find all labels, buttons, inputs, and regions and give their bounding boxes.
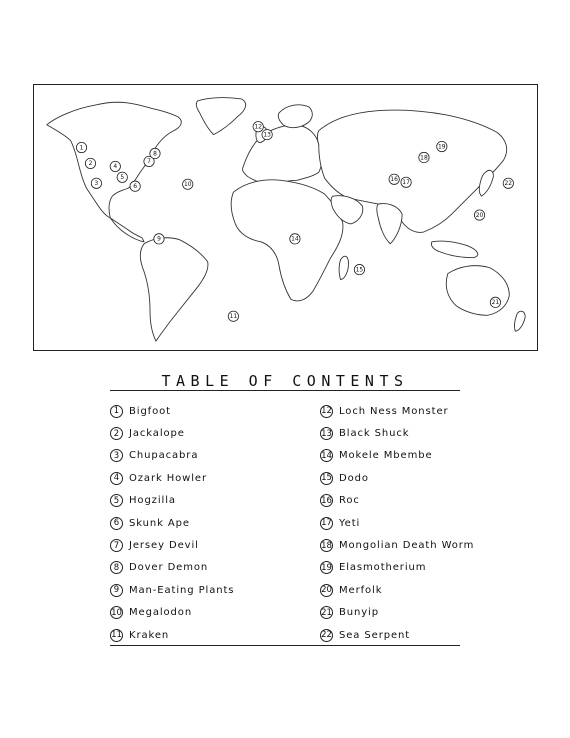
entry-name: Kraken [129,629,170,641]
madagascar [339,256,348,279]
entry-name: Black Shuck [339,428,410,440]
map-marker [110,161,120,171]
map-marker [130,181,140,191]
scandinavia [278,105,312,128]
map-marker [183,179,193,189]
toc-entry [320,512,500,534]
entry-name: Jackalope [129,428,185,440]
entry-number-badge: 21 [321,607,332,618]
entry-number-badge: 11 [111,630,122,641]
map-marker [154,234,164,244]
map-marker-number: 21 [491,299,500,307]
toc-right-column [320,400,500,646]
map-marker [76,142,86,152]
toc-entry [110,422,290,444]
entry-name: Merfolk [339,584,383,596]
toc-top-rule [110,390,460,391]
map-marker-number: 11 [229,313,238,321]
entry-number-badge: 6 [110,517,123,530]
map-marker [401,177,411,187]
entry-name: Loch Ness Monster [339,405,449,417]
toc-entry [110,624,290,646]
map-marker [354,264,364,274]
entry-number-badge: 4 [110,472,123,485]
toc-entry [110,579,290,601]
map-marker [85,158,95,168]
new-zealand [514,311,525,331]
entry-number-badge: 17 [321,518,332,529]
entry-number-badge: 19 [321,562,332,573]
entry-number-badge: 3 [110,449,123,462]
entry-number-badge: 16 [321,495,332,506]
toc-bottom-rule [110,645,460,646]
map-marker [117,172,127,182]
map-marker-number: 18 [420,154,428,162]
map-marker-number: 22 [504,180,513,188]
toc-entry [110,557,290,579]
map-marker-number: 13 [263,131,271,139]
india [377,204,402,244]
entry-number-badge: 13 [321,428,332,439]
entry-number-badge: 1 [110,405,123,418]
entry-name: Roc [339,495,360,507]
toc-entry [320,422,500,444]
toc-entry [320,579,500,601]
toc-entry [110,534,290,556]
north-america [47,102,181,218]
toc-entry [320,400,500,422]
entry-number-badge: 8 [110,561,123,574]
map-marker-number: 6 [133,183,138,191]
entry-name: Dover Demon [129,562,209,574]
entry-number-badge: 2 [110,427,123,440]
south-america [140,235,208,341]
world-map-drawing [34,85,537,350]
entry-name: Skunk Ape [129,517,190,529]
map-marker-number: 10 [183,181,192,189]
entry-number-badge: 12 [321,406,332,417]
entry-name: Sea Serpent [339,629,411,641]
map-marker [474,210,484,220]
map-marker [503,178,513,188]
map-marker-number: 15 [355,266,364,274]
map-marker-number: 7 [147,158,151,166]
toc-entry [320,557,500,579]
toc-entry [110,490,290,512]
entry-name: Mongolian Death Worm [339,540,475,552]
map-marker [419,152,429,162]
map-marker [150,148,160,158]
map-marker [490,297,500,307]
toc-entry [110,445,290,467]
map-marker-number: 17 [402,179,410,187]
entry-number-badge: 22 [321,630,332,641]
entry-name: Yeti [339,517,361,529]
entry-number-badge: 18 [321,540,332,551]
entry-name: Dodo [339,472,369,484]
entry-name: Man-Eating Plants [129,584,235,596]
entry-number-badge: 10 [111,607,122,618]
toc-left-column [110,400,290,646]
entry-number-badge: 15 [321,473,332,484]
map-marker-number: 3 [94,180,99,188]
map-marker [262,129,272,139]
map-marker [91,178,101,188]
europe [243,125,322,185]
entry-name: Megalodon [129,607,193,619]
entry-name: Mokele Mbembe [339,450,433,462]
central-america [110,218,144,242]
map-marker [290,234,300,244]
world-map [33,84,538,351]
toc-entry [320,445,500,467]
entry-name: Chupacabra [129,450,199,462]
entry-name: Elasmotherium [339,562,427,574]
toc-title: TABLE OF CONTENTS [161,372,409,390]
map-marker [437,141,447,151]
map-marker [253,122,263,132]
map-marker [389,174,399,184]
toc-entry [110,467,290,489]
map-marker-number: 1 [79,144,84,152]
entry-number-badge: 20 [321,585,332,596]
toc-entry [110,400,290,422]
australia [446,266,509,316]
toc-entry [320,467,500,489]
toc-entry [110,512,290,534]
entry-name: Ozark Howler [129,472,207,484]
entry-name: Bigfoot [129,405,171,417]
entry-number-badge: 9 [110,584,123,597]
map-marker-number: 9 [157,235,161,243]
map-marker [228,311,238,321]
map-marker-number: 20 [475,211,484,219]
entry-number-badge: 5 [110,494,123,507]
map-marker-number: 2 [88,160,93,168]
map-marker-number: 8 [153,150,157,158]
toc-entry [110,602,290,624]
africa [231,180,343,301]
map-marker-number: 12 [254,123,262,131]
toc-entry [320,624,500,646]
entry-name: Bunyip [339,607,379,619]
entry-name: Hogzilla [129,495,176,507]
entry-name: Jersey Devil [129,540,199,552]
map-marker-number: 19 [438,143,446,151]
entry-number-badge: 14 [321,450,332,461]
toc-entry [320,534,500,556]
southeast-asia-islands [431,241,477,258]
entry-number-badge: 7 [110,539,123,552]
toc-entry [320,602,500,624]
toc-entry [320,490,500,512]
map-marker-number: 14 [291,235,299,243]
map-marker-number: 16 [390,176,398,184]
greenland [196,98,245,135]
map-marker-number: 4 [113,163,118,171]
map-marker-number: 5 [120,174,125,182]
